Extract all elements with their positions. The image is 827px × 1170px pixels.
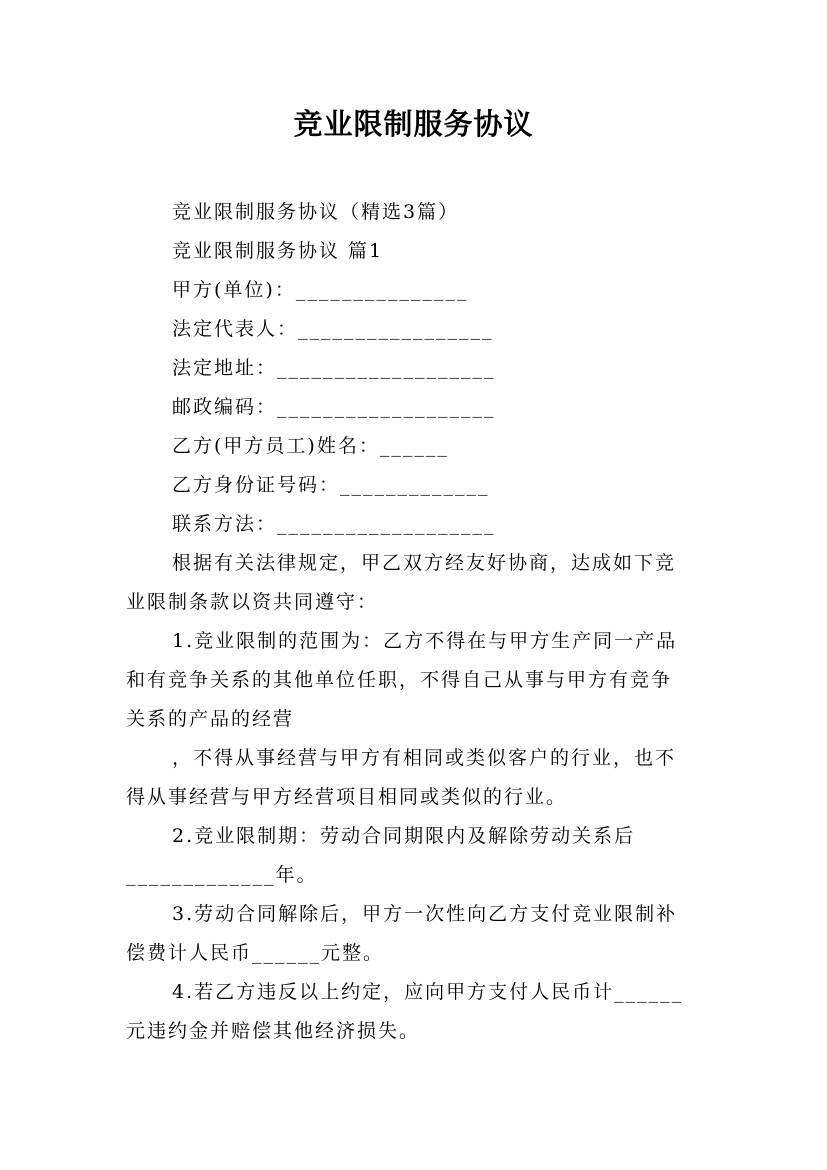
party-a-field: 甲方(单位)：_______________: [172, 279, 469, 301]
contact-field: 联系方法：___________________: [172, 513, 496, 535]
clause-1-line: 和有竞争关系的其他单位任职，不得自己从事与甲方有竞争: [126, 669, 673, 691]
clause-4-line: 4.若乙方违反以上约定，应向甲方支付人民币计______: [172, 981, 684, 1003]
clause-3-line: 偿费计人民币______元整。: [126, 942, 385, 964]
paragraph-line: 根据有关法律规定，甲乙双方经友好协商，达成如下竞: [172, 552, 677, 574]
clause-2-line: _____________年。: [126, 864, 318, 886]
clause-4-line: 元违约金并赔偿其他经济损失。: [126, 1020, 421, 1042]
section-heading: 竞业限制服务协议 篇1: [172, 240, 384, 262]
party-b-name-field: 乙方(甲方员工)姓名：______: [172, 435, 449, 457]
clause-3-line: 3.劳动合同解除后，甲方一次性向乙方支付竞业限制补: [172, 903, 678, 925]
postal-code-field: 邮政编码：___________________: [172, 396, 496, 418]
clause-1-line: 关系的产品的经营: [126, 708, 295, 730]
legal-address-field: 法定地址：___________________: [172, 357, 496, 379]
clause-1-line: ，不得从事经营与甲方有相同或类似客户的行业，也不: [172, 747, 677, 769]
document-title: 竞业限制服务协议: [293, 107, 534, 141]
clause-1-line: 得从事经营与甲方经营项目相同或类似的行业。: [126, 786, 568, 808]
party-b-id-field: 乙方身份证号码：_____________: [172, 474, 490, 496]
paragraph-line: 业限制条款以资共同遵守：: [126, 591, 379, 613]
clause-1-line: 1.竞业限制的范围为：乙方不得在与甲方生产同一产品: [172, 630, 678, 652]
clause-2-line: 2.竞业限制期：劳动合同期限内及解除劳动关系后: [172, 825, 636, 847]
legal-rep-field: 法定代表人：_________________: [172, 318, 494, 340]
subtitle-line: 竞业限制服务协议（精选3篇）: [172, 201, 460, 223]
